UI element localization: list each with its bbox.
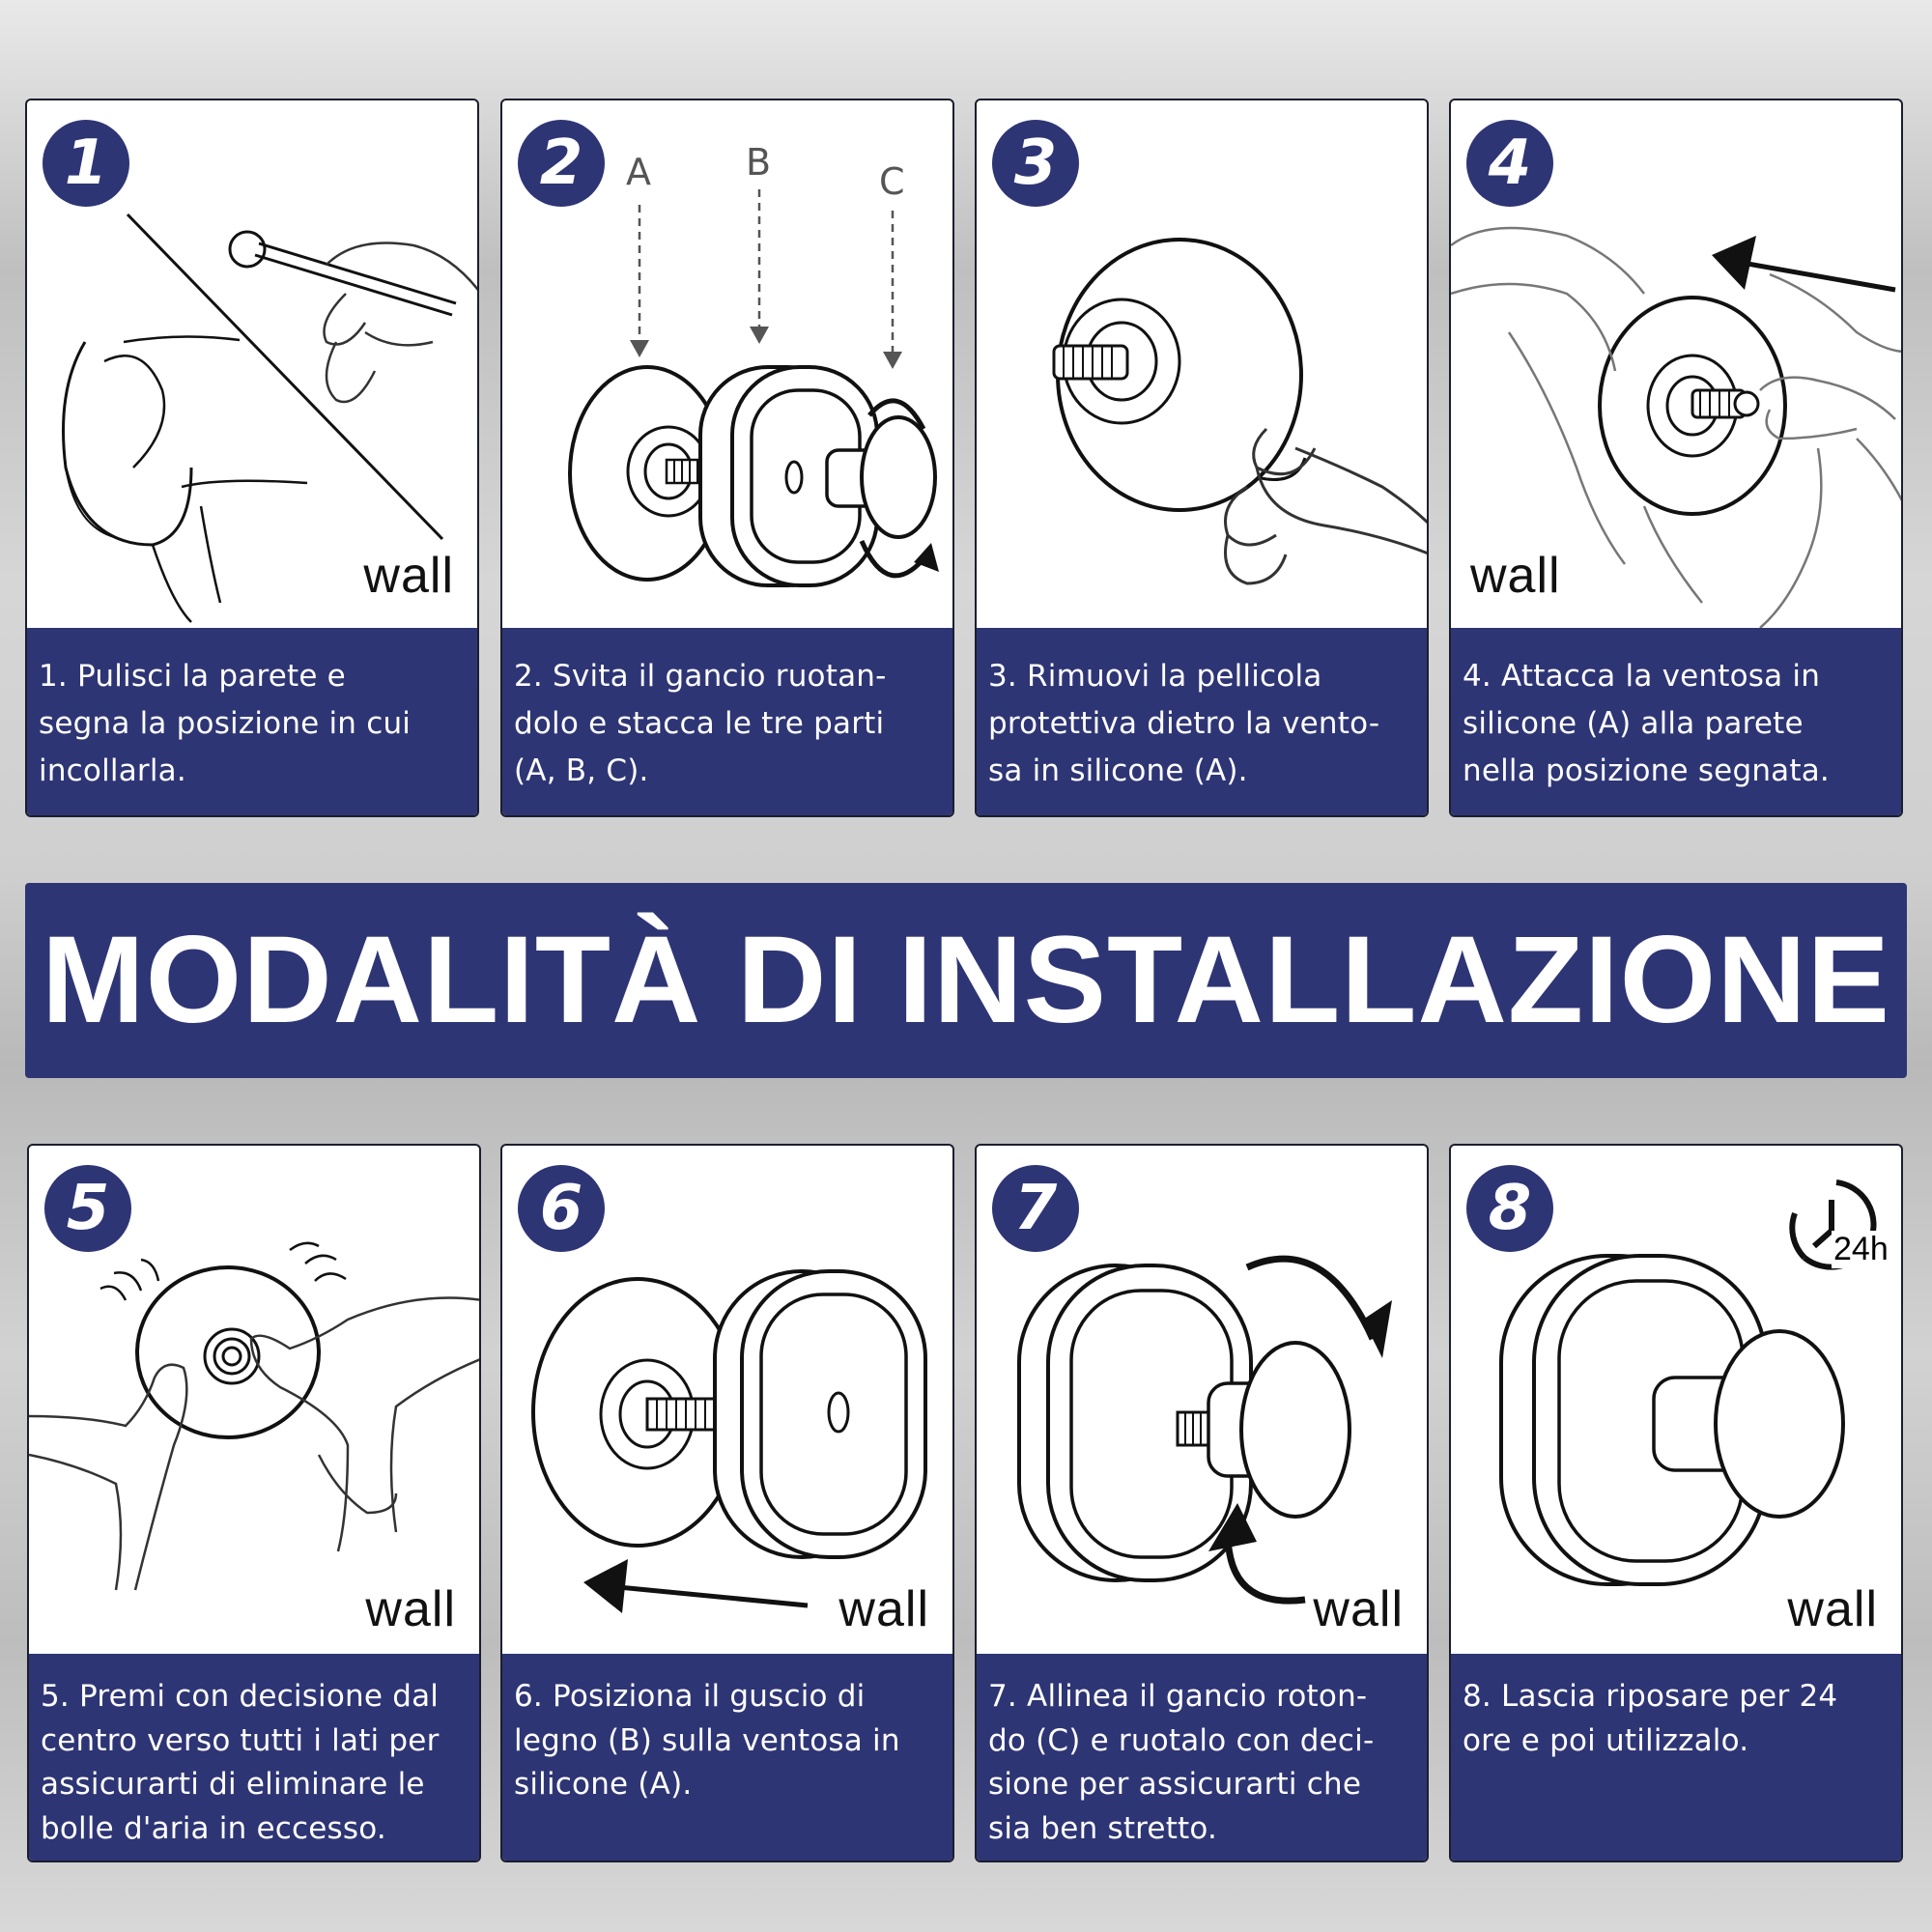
step-number-badge: 5 bbox=[44, 1165, 131, 1252]
step-6-caption: 6. Posiziona il guscio di legno (B) sulla ventosa in silicone (A). bbox=[502, 1654, 952, 1862]
step-number-badge: 1 bbox=[43, 120, 129, 207]
step-2-caption: 2. Svita il gancio ruotan- dolo e stacca le tre parti (A, B, C). bbox=[502, 628, 952, 817]
step-number-badge: 7 bbox=[992, 1165, 1079, 1252]
wall-label: wall bbox=[1313, 1581, 1404, 1637]
timer-label: 24h bbox=[1833, 1231, 1889, 1267]
step-6-illustration bbox=[502, 1146, 954, 1654]
step-4-caption: 4. Attacca la ventosa in silicone (A) alla parete nella posizione segnata. bbox=[1451, 628, 1901, 817]
step-4-illustration bbox=[1451, 100, 1903, 628]
step-card-2 bbox=[500, 99, 954, 817]
step-card-7 bbox=[975, 1144, 1429, 1862]
wall-label: wall bbox=[1470, 548, 1561, 604]
step-8-illustration bbox=[1451, 1146, 1903, 1654]
wall-label: wall bbox=[1787, 1581, 1878, 1637]
step-1-illustration bbox=[27, 100, 479, 628]
step-number-badge: 6 bbox=[518, 1165, 605, 1252]
page-title: MODALITÀ DI INSTALLAZIONE bbox=[25, 883, 1907, 1078]
wall-label: wall bbox=[838, 1581, 929, 1637]
step-number-badge: 2 bbox=[518, 120, 605, 207]
step-5-illustration bbox=[29, 1146, 481, 1654]
part-label-b: B bbox=[746, 141, 772, 184]
step-card-8 bbox=[1449, 1144, 1903, 1862]
step-7-caption: 7. Allinea il gancio roton- do (C) e ruotalo con deci- sione per assicurarti che sia ben stretto. bbox=[977, 1654, 1427, 1862]
step-card-3 bbox=[975, 99, 1429, 817]
wall-label: wall bbox=[363, 548, 454, 604]
step-7-illustration bbox=[977, 1146, 1429, 1654]
step-3-illustration bbox=[977, 100, 1429, 628]
part-label-c: C bbox=[879, 160, 905, 203]
step-number-badge: 8 bbox=[1466, 1165, 1553, 1252]
step-8-caption: 8. Lascia riposare per 24 ore e poi utilizzalo. bbox=[1451, 1654, 1901, 1862]
step-2-illustration bbox=[502, 100, 954, 628]
step-card-6 bbox=[500, 1144, 954, 1862]
step-number-badge: 4 bbox=[1466, 120, 1553, 207]
step-number-badge: 3 bbox=[992, 120, 1079, 207]
step-card-5 bbox=[27, 1144, 481, 1862]
step-card-4 bbox=[1449, 99, 1903, 817]
step-3-caption: 3. Rimuovi la pellicola protettiva dietro la vento- sa in silicone (A). bbox=[977, 628, 1427, 817]
step-5-caption: 5. Premi con decisione dal centro verso tutti i lati per assicurarti di eliminare le bolle d'aria in eccesso. bbox=[29, 1654, 479, 1862]
wall-label: wall bbox=[365, 1581, 456, 1637]
part-label-a: A bbox=[626, 151, 651, 193]
step-card-1 bbox=[25, 99, 479, 817]
step-1-caption: 1. Pulisci la parete e segna la posizione in cui incollarla. bbox=[27, 628, 477, 817]
